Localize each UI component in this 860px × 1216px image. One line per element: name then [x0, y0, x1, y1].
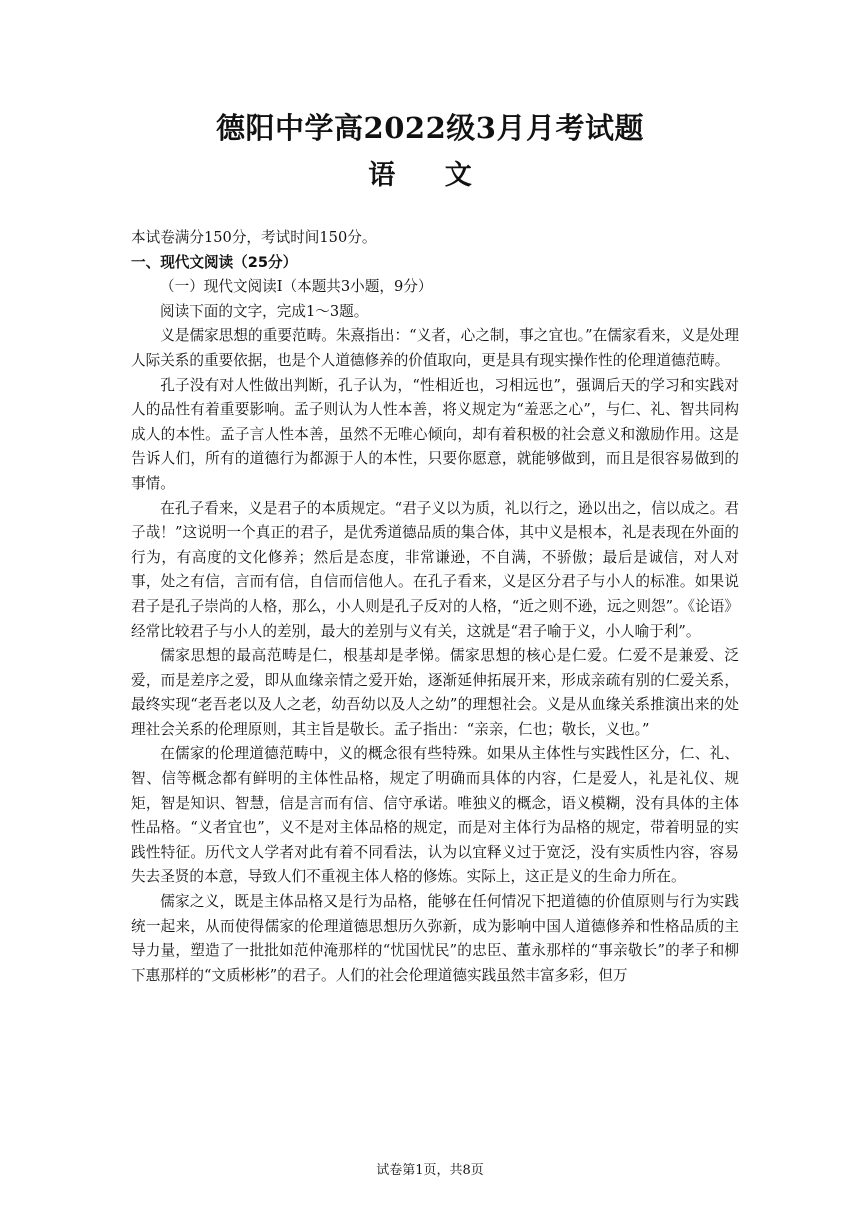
exam-intro: 本试卷满分150分，考试时间150分。	[131, 229, 377, 246]
reading-instruction: 阅读下面的文字，完成1～3题。	[160, 302, 369, 320]
passage-paragraph: 孔子没有对人性做出判断，孔子认为，“性相近也，习相远也”，强调后天的学习和实践对人的品性有着重要影响。孟子则认为人性本善，将义规定为“羞恶之心”，与仁、礼、智共同构成人的本性。孟子言人性本善，虽然不无唯心倾向，却有着积极的社会意义和激励作用。这是告诉人们，所有的道德行为都源于人的本性，只要你愿意，就能够做到，而且是很容易做到的事情。	[131, 376, 739, 492]
subsection-heading: （一）现代文阅读Ⅰ（本题共3小题，9分）	[160, 278, 433, 296]
subject-title: 语 文	[368, 160, 492, 191]
section-heading: 一、现代文阅读（25分）	[131, 253, 298, 271]
exam-content	[131, 226, 739, 988]
passage-paragraph: 在儒家的伦理道德范畴中，义的概念很有些特殊。如果从主体性与实践性区分，仁、礼、智、信等概念都有鲜明的主体性品格，规定了明确而具体的内容，仁是爱人，礼是礼仪、规矩，智是知识、智慧，信是言而有信、信守承诺。唯独义的概念，语义模糊，没有具体的主体性品格。“义者宜也”，义不是对主体品格的规定，而是对主体行为品格的规定，带着明显的实践性特征。历代文人学者对此有着不同看法，认为以宜释义过于宽泛，没有实质性内容，容易失去圣贤的本意，导致人们不重视主体人格的修炼。实际上，这正是义的生命力所在。	[131, 745, 739, 886]
passage-paragraph: 在孔子看来，义是君子的本质规定。“君子义以为质，礼以行之，逊以出之，信以成之。君子哉！”这说明一个真正的君子，是优秀道德品质的集合体，其中义是根本，礼是表现在外面的行为，有高度的文化修养；然后是态度，非常谦逊，不自满，不骄傲；最后是诚信，对人对事，处之有信，言而有信，自信而信他人。在孔子看来，义是区分君子与小人的标准。如果说君子是孔子崇尚的人格，那么，小人则是孔子反对的人格，“近之则不逊，远之则怨”。《论语》经常比较君子与小人的差别，最大的差别与义有关，这就是“君子喻于义，小人喻于利”。	[131, 499, 739, 640]
passage-paragraph: 义是儒家思想的重要范畴。朱熹指出：“义者，心之制，事之宜也。”在儒家看来，义是处理人际关系的重要依据，也是个人道德修养的价值取向，更是具有现实操作性的伦理道德范畴。	[131, 327, 739, 369]
exam-title: 德阳中学高2022级3月月考试题	[216, 111, 644, 145]
passage-paragraph: 儒家之义，既是主体品格又是行为品格，能够在任何情况下把道德的价值原则与行为实践统一起来，从而使得儒家的伦理道德思想历久弥新，成为影响中国人道德修养和性格品质的主导力量，塑造了一批批如范仲淹那样的“忧国忧民”的忠臣、董永那样的“事亲敬长”的孝子和柳下惠那样的“文质彬彬”的君子。人们的社会伦理道德实践虽然丰富多彩，但万	[131, 893, 739, 984]
page-footer: 试卷第1页，共8页	[376, 1163, 484, 1178]
passage-paragraph: 儒家思想的最高范畴是仁，根基却是孝悌。儒家思想的核心是仁爱。仁爱不是兼爱、泛爱，而是差序之爱，即从血缘亲情之爱开始，逐渐延伸拓展开来，形成亲疏有别的仁爱关系，最终实现“老吾老以及人之老，幼吾幼以及人之幼”的理想社会。义是从血缘关系推演出来的处理社会关系的伦理原则，其主旨是敬长。孟子指出：“亲亲，仁也；敬长，义也。”	[131, 647, 739, 738]
